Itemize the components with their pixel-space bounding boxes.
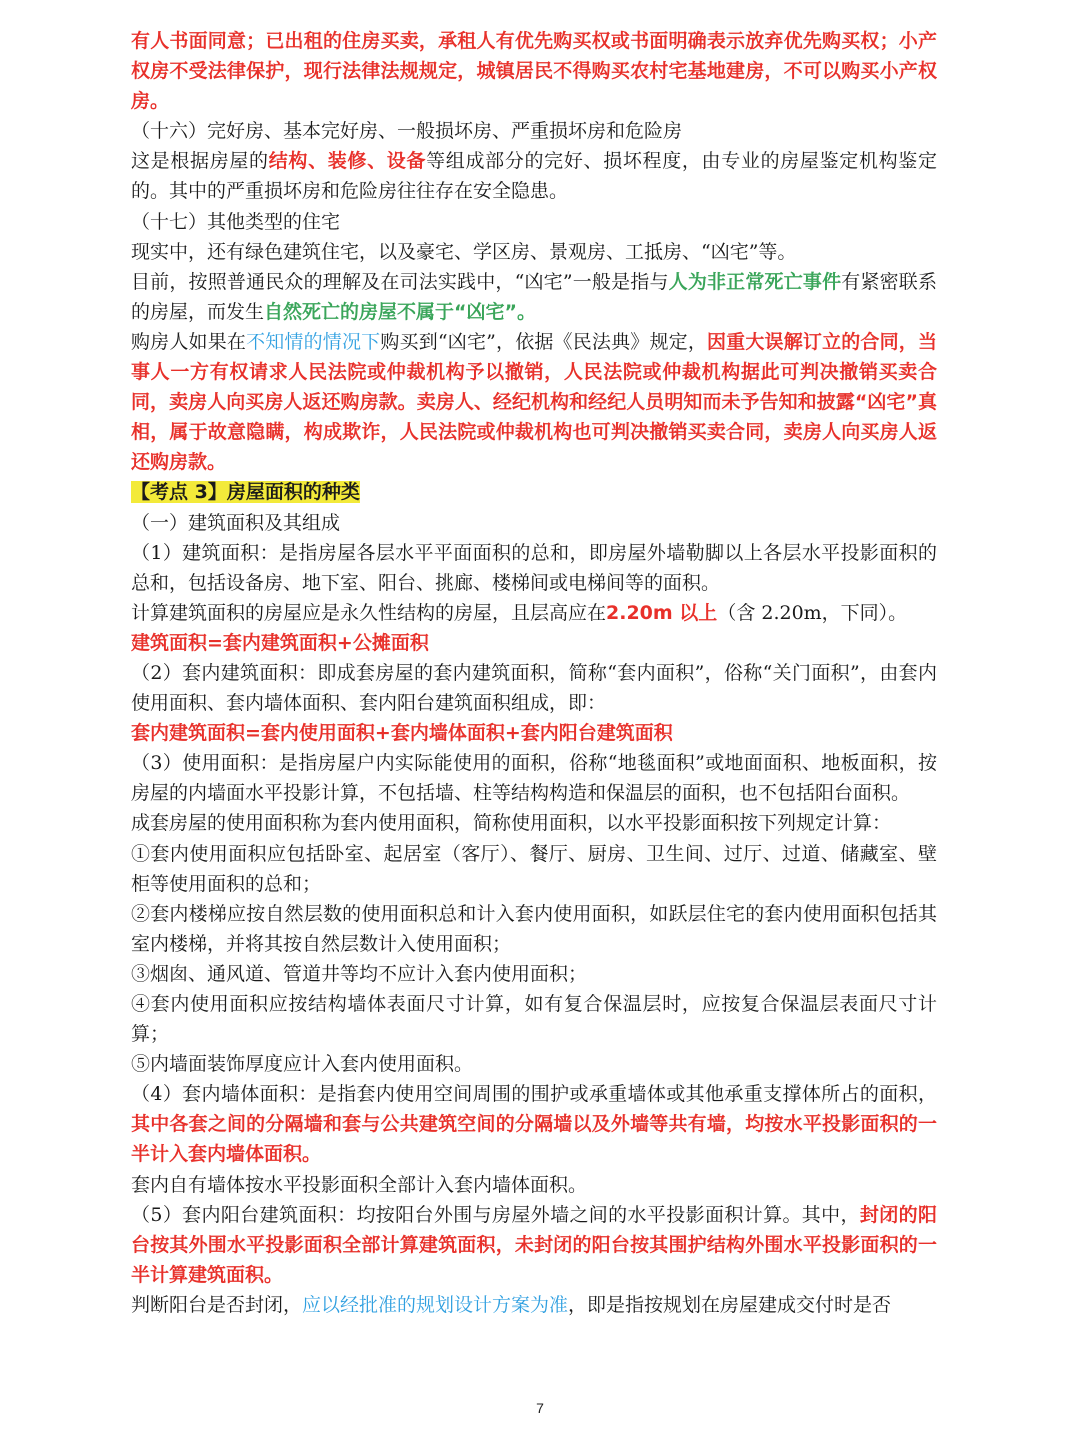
paragraph — [131, 748, 937, 808]
body-text: 目前，按照普通民众的理解及在司法实践中，“凶宅”一般是指与 — [131, 270, 669, 293]
body-text: 等组成部分的完好、损坏程度，由专业的房屋鉴定机构鉴定的。其中的严重损坏房和危险房往往存在安全隐患。 — [131, 150, 937, 203]
key-point-heading — [131, 477, 937, 507]
paragraph — [131, 26, 937, 116]
list-item — [131, 989, 937, 1049]
blue-emphasis: 不知情的情况下 — [246, 330, 381, 353]
red-emphasis: 其中各套之间的分隔墙和套与公共建筑空间的分隔墙以及外墙等共有墙，均按水平投影面积的一半计入套内墙体面积。 — [131, 1113, 937, 1166]
body-text: （4）套内墙体面积：是指套内使用空间周围的围护或承重墙体或其他承重支撑体所占的面积， — [131, 1083, 937, 1106]
heading-text: （十七）其他类型的住宅 — [131, 210, 341, 233]
formula — [131, 718, 937, 748]
list-item — [131, 839, 937, 899]
list-item — [131, 959, 937, 989]
body-text: ⑤内墙面装饰厚度应计入套内使用面积。 — [131, 1053, 474, 1076]
body-text: 套内自有墙体按水平投影面积全部计入套内墙体面积。 — [131, 1173, 588, 1196]
paragraph — [131, 538, 937, 598]
red-emphasis: 封闭的阳台按其外围水平投影面积全部计算建筑面积，未封闭的阳台按其围护结构外围水平投影面积的一半计算建筑面积。 — [131, 1203, 937, 1286]
paragraph — [131, 1200, 937, 1290]
body-text: （含 2.20m，下同）。 — [717, 601, 908, 624]
body-text: ③烟囱、通风道、管道井等均不应计入套内使用面积； — [131, 962, 588, 985]
document-body — [131, 26, 937, 1320]
body-text: 现实中，还有绿色建筑住宅，以及豪宅、学区房、景观房、工抵房、“凶宅”等。 — [131, 240, 797, 263]
red-emphasis: 结构、装修、设备 — [268, 150, 427, 173]
section-heading — [131, 508, 937, 538]
body-text: 购买到“凶宅”，依据《民法典》规定， — [380, 330, 707, 353]
heading-text: （一）建筑面积及其组成 — [131, 511, 341, 534]
red-emphasis: 2.20m 以上 — [606, 601, 718, 624]
body-text: ②套内楼梯应按自然层数的使用面积总和计入套内使用面积，如跃层住宅的套内使用面积包括其室内楼梯，并将其按自然层数计入使用面积； — [131, 902, 937, 955]
paragraph — [131, 658, 937, 718]
paragraph — [131, 267, 937, 327]
paragraph — [131, 1290, 937, 1320]
red-emphasis: 有人书面同意；已出租的住房买卖，承租人有优先购买权或书面明确表示放弃优先购买权；小产权房不受法律保护，现行法律法规规定，城镇居民不得购买农村宅基地建房，不可以购买小产权房。 — [131, 30, 937, 113]
section-heading — [131, 207, 937, 237]
formula — [131, 628, 937, 658]
green-emphasis: 人为非正常死亡事件 — [668, 270, 842, 293]
body-text: 购房人如果在 — [131, 330, 247, 353]
body-text: （1）建筑面积：是指房屋各层水平平面面积的总和，即房屋外墙勒脚以上各层水平投影面积的总和，包括设备房、地下室、阳台、挑廊、楼梯间或电梯间等的面积。 — [131, 541, 937, 594]
body-text: 成套房屋的使用面积称为套内使用面积，简称使用面积，以水平投影面积按下列规定计算： — [131, 812, 892, 835]
red-formula: 套内建筑面积=套内使用面积+套内墙体面积+套内阳台建筑面积 — [131, 722, 673, 745]
body-text: ①套内使用面积应包括卧室、起居室（客厅）、餐厅、厨房、卫生间、过厅、过道、储藏室、壁柜等使用面积的总和； — [131, 842, 937, 895]
green-emphasis: 自然死亡的房屋不属于“凶宅”。 — [264, 300, 536, 323]
red-emphasis: 因重大误解订立的合同，当事人一方有权请求人民法院或仲裁机构予以撤销，人民法院或仲裁机构据此可判决撤销买卖合同，卖房人向买房人返还购房款。卖房人、经纪机构和经纪人员明知而未予告知和披露“凶宅”真相，属于故意隐瞒，构成欺诈，人民法院或仲裁机构也可判决撤销买卖合同，卖房人向买房人返还购房款。 — [131, 330, 937, 474]
list-item — [131, 899, 937, 959]
body-text: 有紧密联系的房屋，而发生 — [131, 270, 937, 323]
body-text: （3）使用面积：是指房屋户内实际能使用的面积，俗称“地毯面积”或地面面积、地板面积，按房屋的内墙面水平投影计算，不包括墙、柱等结构构造和保温层的面积，也不包括阳台面积。 — [131, 752, 937, 805]
body-text: 这是根据房屋的 — [131, 150, 269, 173]
highlighted-heading: 【考点 3】房屋面积的种类 — [131, 481, 360, 504]
body-text: ④套内使用面积应按结构墙体表面尺寸计算，如有复合保温层时，应按复合保温层表面尺寸计算； — [131, 993, 937, 1046]
paragraph — [131, 808, 937, 838]
body-text: （2）套内建筑面积：即成套房屋的套内建筑面积，简称“套内面积”，俗称“关门面积”，由套内使用面积、套内墙体面积、套内阳台建筑面积组成，即： — [131, 661, 937, 715]
paragraph — [131, 1079, 937, 1169]
paragraph — [131, 146, 937, 206]
red-formula: 建筑面积=套内建筑面积+公摊面积 — [131, 631, 429, 654]
body-text: ，即是指按规划在房屋建成交付时是否 — [568, 1293, 892, 1316]
paragraph — [131, 1170, 937, 1200]
heading-text: （十六）完好房、基本完好房、一般损坏房、严重损坏房和危险房 — [131, 120, 683, 143]
body-text: （5）套内阳台建筑面积：均按阳台外围与房屋外墙之间的水平投影面积计算。其中， — [131, 1203, 860, 1226]
body-text: 计算建筑面积的房屋应是永久性结构的房屋，且层高应在 — [131, 601, 607, 624]
list-item — [131, 1049, 937, 1079]
section-heading — [131, 116, 937, 146]
page-number: 7 — [536, 1400, 544, 1416]
blue-emphasis: 应以经批准的规划设计方案为准 — [302, 1293, 569, 1316]
body-text: 判断阳台是否封闭， — [131, 1293, 303, 1316]
paragraph — [131, 237, 937, 267]
paragraph — [131, 598, 937, 628]
paragraph — [131, 327, 937, 477]
